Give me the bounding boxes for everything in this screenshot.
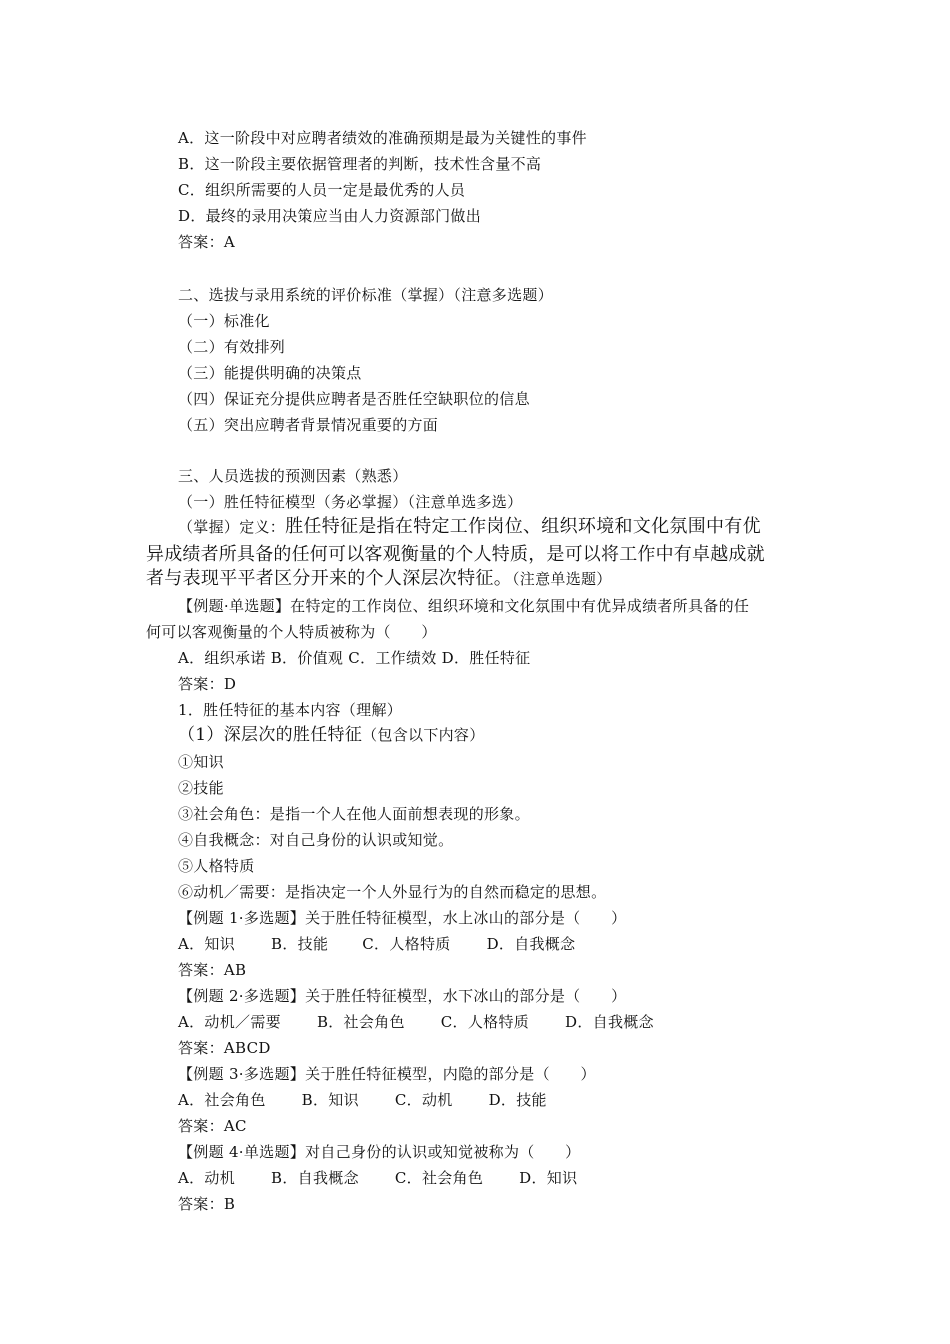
- option: C．人格特质: [440, 1013, 530, 1031]
- option: A．动机／需要: [178, 1013, 281, 1031]
- subsection-title: （一）胜任特征模型（务必掌握）（注意单选多选）: [178, 493, 523, 511]
- answer: 答案：B: [178, 1195, 236, 1213]
- option: B．社会角色: [316, 1013, 405, 1031]
- section-title: 二、选拔与录用系统的评价标准（掌握）（注意多选题）: [178, 286, 554, 304]
- section-title: 三、人员选拔的预测因素（熟悉）: [178, 467, 408, 485]
- example-options: [178, 1168, 577, 1188]
- definition-line: [178, 517, 761, 537]
- deep-note: （包含以下内容）: [362, 726, 485, 744]
- example-options: [178, 1012, 654, 1032]
- answer: 答案：D: [178, 675, 237, 693]
- example-question: 【例题·单选题】在特定的工作岗位、组织环境和文化氛围中有优异成绩者所具备的任: [178, 597, 750, 615]
- option: A．社会角色: [178, 1091, 266, 1109]
- list-item: （一）标准化: [178, 312, 270, 330]
- option: B．知识: [301, 1091, 359, 1109]
- list-item: ⑤人格特质: [178, 857, 255, 875]
- option: A．知识: [178, 935, 236, 953]
- list-item: ③社会角色：是指一个人在他人面前想表现的形象。: [178, 805, 530, 823]
- option-b: B．这一阶段主要依据管理者的判断，技术性含量不高: [178, 155, 542, 173]
- answer: 答案：ABCD: [178, 1039, 271, 1057]
- option: C．动机: [394, 1091, 453, 1109]
- definition-text: 者与表现平平者区分开来的个人深层次特征。: [146, 568, 512, 589]
- example-question: 【例题 4·单选题】对自己身份的认识或知觉被称为（ ）: [178, 1143, 581, 1161]
- option: D．技能: [488, 1091, 547, 1109]
- option: B．自我概念: [271, 1169, 359, 1187]
- list-item: （五）突出应聘者背景情况重要的方面: [178, 416, 439, 434]
- answer: 答案：AC: [178, 1117, 247, 1135]
- example-options: [178, 1090, 547, 1110]
- example-question: 【例题 3·多选题】关于胜任特征模型，内隐的部分是（ ）: [178, 1065, 596, 1083]
- option-a: A．这一阶段中对应聘者绩效的准确预期是最为关键性的事件: [178, 129, 587, 147]
- definition-text: 异成绩者所具备的任何可以客观衡量的个人特质，是可以将工作中有卓越成就: [146, 544, 765, 565]
- definition-note: （注意单选题）: [512, 570, 612, 588]
- list-item: ②技能: [178, 779, 224, 797]
- list-item: ①知识: [178, 753, 224, 771]
- subsection-title: 1．胜任特征的基本内容（理解）: [178, 701, 403, 719]
- option: D．自我概念: [565, 1013, 654, 1031]
- list-item: ⑥动机／需要：是指决定一个人外显行为的自然而稳定的思想。: [178, 883, 607, 901]
- option: C．人格特质: [362, 935, 451, 953]
- definition-text: 胜任特征是指在特定工作岗位、组织环境和文化氛围中有优: [285, 516, 761, 537]
- example-question: 何可以客观衡量的个人特质被称为（ ）: [146, 623, 437, 641]
- example-question: 【例题 2·多选题】关于胜任特征模型，水下冰山的部分是（ ）: [178, 987, 627, 1005]
- option: D．自我概念: [486, 935, 576, 953]
- option: A．动机: [178, 1169, 236, 1187]
- subsection-title: [178, 725, 485, 745]
- example-options: [178, 934, 575, 954]
- list-item: （三）能提供明确的决策点: [178, 364, 362, 382]
- example-question: 【例题 1·多选题】关于胜任特征模型，水上冰山的部分是（ ）: [178, 909, 627, 927]
- deep-heading: （1）深层次的胜任特征: [178, 725, 363, 745]
- answer: 答案：AB: [178, 961, 247, 979]
- option: D．知识: [519, 1169, 578, 1187]
- option-c: C．组织所需要的人员一定是最优秀的人员: [178, 181, 466, 199]
- option: C．社会角色: [394, 1169, 484, 1187]
- example-options: A．组织承诺 B．价值观 C．工作绩效 D．胜任特征: [178, 649, 531, 667]
- answer: 答案：A: [178, 233, 236, 251]
- list-item: ④自我概念：对自己身份的认识或知觉。: [178, 831, 454, 849]
- list-item: （二）有效排列: [178, 338, 286, 356]
- list-item: （四）保证充分提供应聘者是否胜任空缺职位的信息: [178, 390, 530, 408]
- definition-label: （掌握）定义：: [178, 518, 286, 536]
- definition-line: [146, 569, 612, 589]
- option: B．技能: [271, 935, 329, 953]
- option-d: D．最终的录用决策应当由人力资源部门做出: [178, 207, 482, 225]
